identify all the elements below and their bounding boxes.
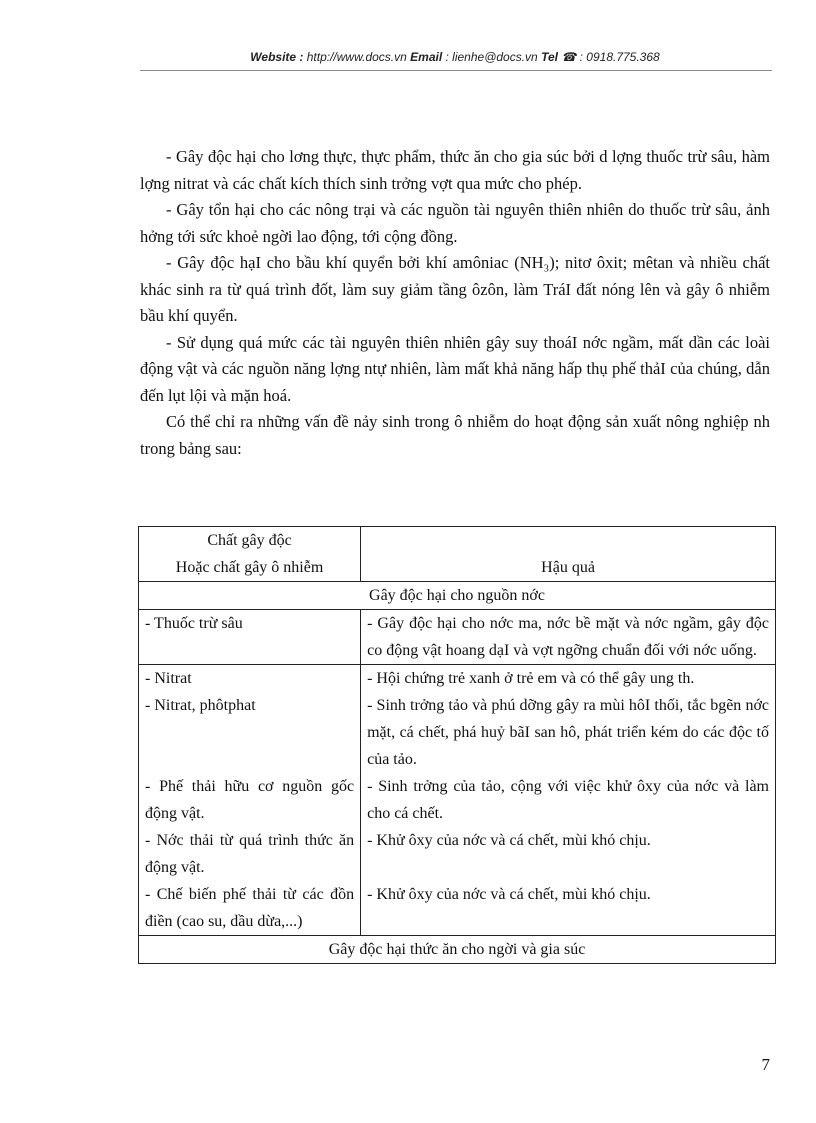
agent-organic-waste: - Phế thải hữu cơ nguồn gốc động vật. <box>145 778 355 822</box>
agent-nitrate: - Nitrat <box>145 670 192 687</box>
paragraph: - Gây độc hại cho lơng thực, thực phẩm, thức ăn cho gia súc bởi d lợng thuốc trừ sâu, hàm lợng nitrat và các chất kích thích sinh trởng vợt qua mức cho phép. <box>140 147 770 193</box>
col2-header <box>361 527 776 582</box>
section-row <box>139 582 776 610</box>
effect-organic-waste: - Sinh trởng của tảo, cộng với việc khử ôxy của nớc và làm cho cá chết. <box>367 778 769 822</box>
tel-label: Tel <box>541 50 558 64</box>
spacer <box>145 719 354 746</box>
page-number: 7 <box>761 1055 770 1074</box>
agent-plantation-waste: - Chế biến phế thải từ các đồn điền (cao su, dầu dừa,...) <box>145 886 355 930</box>
agent-nitrate-phosphate: - Nitrat, phôtphat <box>145 697 256 714</box>
agent-pesticide: - Thuốc trừ sâu <box>145 615 243 632</box>
spacer <box>367 854 769 881</box>
agent-cell <box>139 610 361 665</box>
pollution-table <box>138 526 776 964</box>
email-value[interactable]: : lienhe@docs.vn <box>445 50 538 64</box>
section-row <box>139 936 776 964</box>
paragraph: Có thể chỉ ra những vấn đề nảy sinh trong ô nhiễm do hoạt động sản xuất nông nghiệp nh trong bảng sau: <box>140 412 770 458</box>
effect-plantation-waste: - Khử ôxy của nớc và cá chết, mùi khó chịu. <box>367 886 651 903</box>
page-header <box>138 50 772 64</box>
col1-header-line2: Hoặc chất gây ô nhiễm <box>175 559 324 576</box>
col2-header-text: Hậu quả <box>541 559 595 576</box>
col1-header <box>139 527 361 582</box>
effect-pesticide: - Gây độc hại cho nớc ma, nớc bề mặt và nớc ngầm, gây độc co động vật hoang dạI và vợt ngỡng chuẩn đối với nớc uống. <box>367 615 769 659</box>
email-label: Email <box>410 50 443 64</box>
spacer <box>367 908 769 935</box>
phone-icon: ☎ <box>561 50 577 64</box>
website-label: Website : <box>250 50 304 64</box>
section-food: Gây độc hại thức ăn cho ngời và gia súc <box>139 936 776 964</box>
paragraph: - Gây độc hạI cho bầu khí quyển bởi khí amôniac (NH₃); nitơ ôxit; mêtan và nhiều chất khác sinh ra từ quá trình đốt, làm suy giảm tầng ôzôn, làm TráI đất nóng lên và gây ô nhiễm bầu khí quyển. <box>140 253 770 325</box>
effect-wastewater: - Khử ôxy của nớc và cá chết, mùi khó chịu. <box>367 832 651 849</box>
spacer <box>145 746 354 773</box>
col1-header-line1: Chất gây độc <box>207 532 292 549</box>
website-url[interactable]: http://www.docs.vn <box>306 50 407 64</box>
effect-cell <box>361 665 776 936</box>
table-row <box>139 610 776 665</box>
agent-wastewater: - Nớc thải từ quá trình thức ăn động vật. <box>145 832 355 876</box>
effect-cell <box>361 610 776 665</box>
effect-nitrate: - Hội chứng trẻ xanh ở trẻ em và có thể gây ung th. <box>367 670 695 687</box>
paragraph: - Sử dụng quá mức các tài nguyên thiên nhiên gây suy thoáI nớc ngầm, mất dần các loài động vật và các nguồn năng lợng ntự nhiên, làm mất khả năng hấp thụ phế thảI của chúng, dẫn đến lụt lội và mặn hoá. <box>140 332 770 405</box>
header-divider <box>140 70 772 71</box>
body-text <box>140 144 770 462</box>
paragraph: - Gây tổn hại cho các nông trại và các nguồn tài nguyên thiên nhiên do thuốc trừ sâu, ảnh hởng tới sức khoẻ ngời lao động, tới cộng đồng. <box>140 200 770 246</box>
table-header-row <box>139 527 776 582</box>
tel-value: : 0918.775.368 <box>579 50 660 64</box>
effect-nitrate-phosphate: - Sinh trởng tảo và phú dỡng gây ra mùi hôI thối, tắc bgẽn nớc mặt, cá chết, phá huỷ bãI san hô, phát triển kém do các độc tố của tảo. <box>367 697 769 768</box>
agent-cell <box>139 665 361 936</box>
section-water: Gây độc hại cho nguồn nớc <box>139 582 776 610</box>
table-row <box>139 665 776 936</box>
